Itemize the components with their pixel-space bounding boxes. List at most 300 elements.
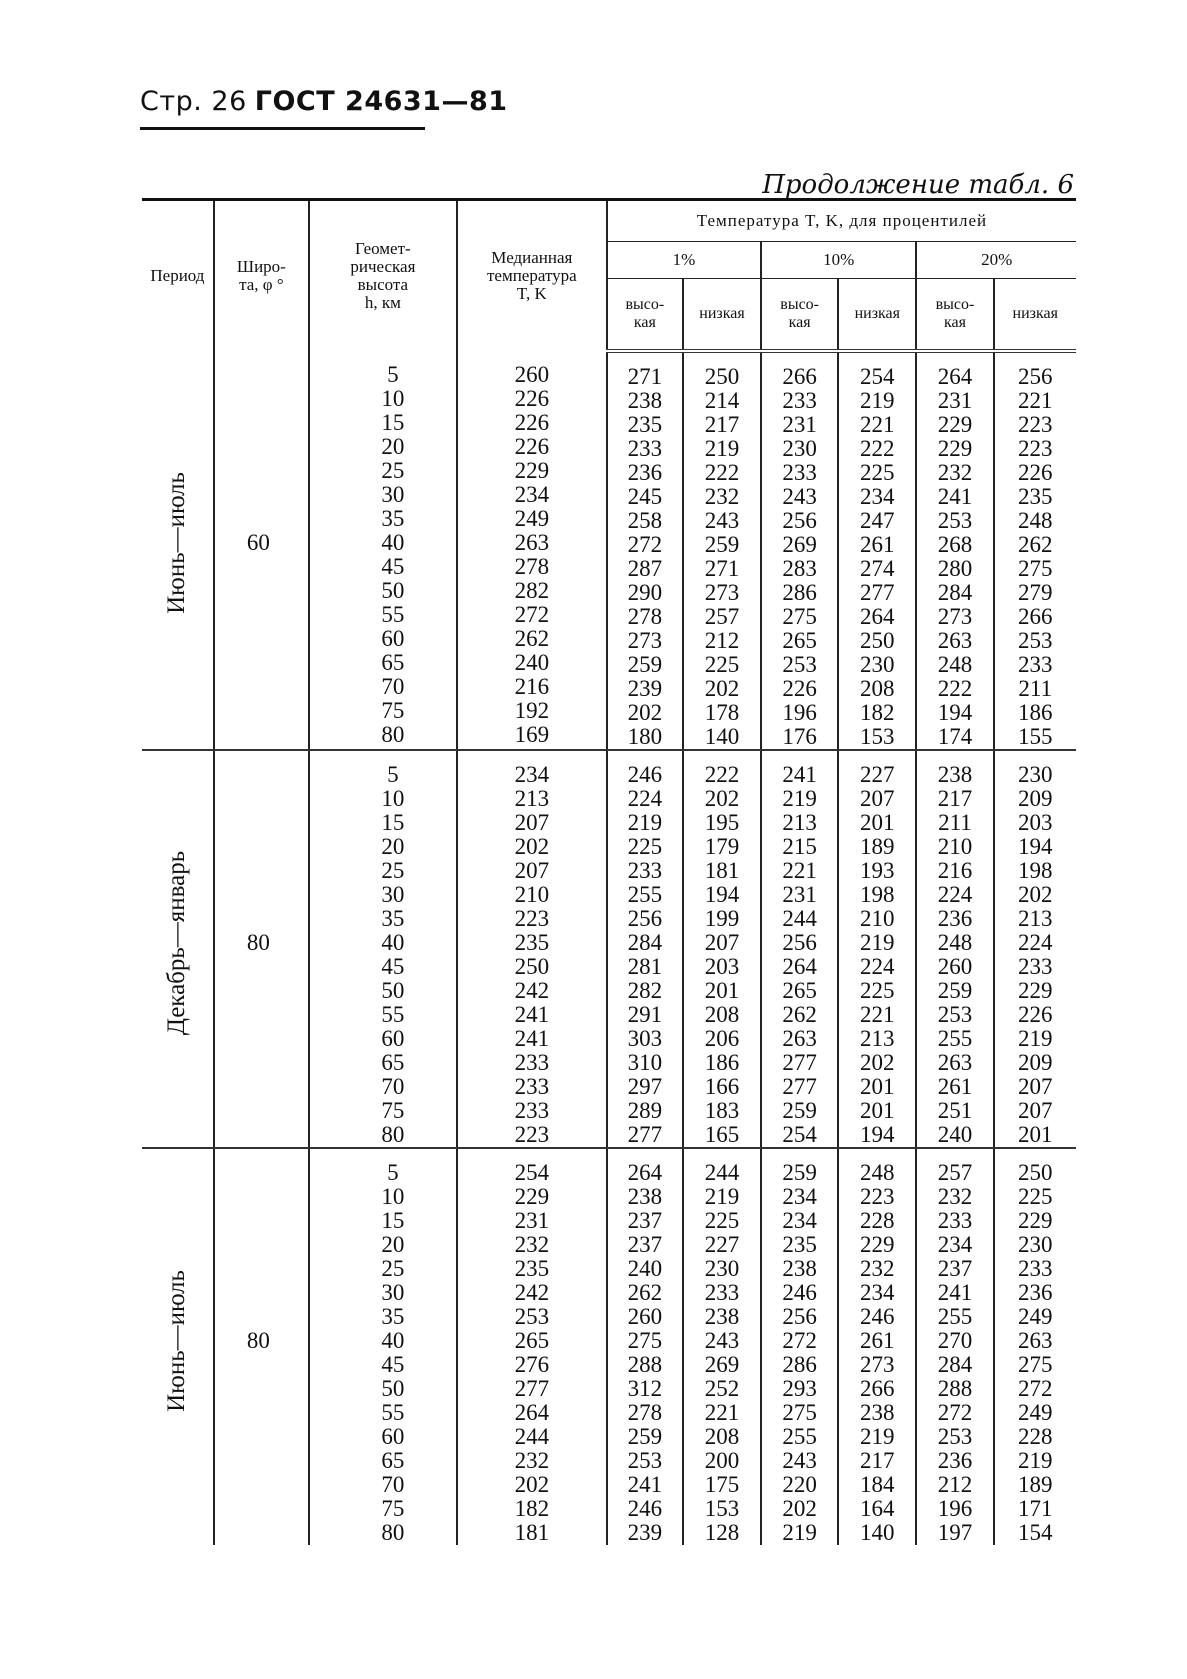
table-cell: 248 — [860, 1160, 895, 1185]
table-cell: 128 — [704, 1520, 740, 1545]
table-cell: 250 — [514, 954, 550, 979]
table-cell: 80 — [381, 1122, 405, 1147]
header-percentile-20: 20% — [916, 242, 1076, 279]
table-cell: 223 — [860, 1184, 895, 1209]
table-cell: 223 — [1018, 436, 1053, 461]
period-label: Июнь—июль — [163, 472, 191, 614]
table-cell: 263 — [514, 530, 550, 555]
table-cell: 30 — [381, 1280, 405, 1305]
table-cell: 234 — [937, 1232, 973, 1257]
table-cell: 248 — [937, 930, 973, 955]
table-cell: 186 — [1018, 700, 1053, 725]
header-high: высо- кая — [761, 279, 838, 352]
table-cell: 70 — [381, 1472, 405, 1497]
table-cell: 198 — [860, 882, 895, 907]
table-cell: 273 — [860, 1352, 895, 1377]
table-cell: 219 — [782, 1520, 817, 1545]
table-cell: 15 — [381, 1208, 405, 1233]
table-cell: 253 — [937, 508, 973, 533]
table-cell: 194 — [1018, 834, 1053, 859]
table-cell: 15 — [381, 410, 405, 435]
header-rule — [140, 127, 425, 130]
table-cell: 293 — [782, 1376, 817, 1401]
table-cell: 259 — [937, 978, 973, 1003]
table-cell: 246 — [627, 1496, 663, 1521]
table-cell: 241 — [627, 1472, 663, 1497]
table-cell: 227 — [704, 1232, 740, 1257]
table-cell: 246 — [627, 762, 663, 787]
table-cell: 155 — [1018, 724, 1053, 749]
table-cell: 211 — [1018, 676, 1053, 701]
table-cell: 229 — [514, 458, 550, 483]
table-cell: 226 — [782, 676, 817, 701]
table-cell: 244 — [514, 1424, 550, 1449]
table-cell: 233 — [1018, 954, 1053, 979]
table-cell: 250 — [704, 364, 740, 389]
table-cell: 65 — [381, 650, 405, 675]
table-cell: 228 — [1018, 1424, 1053, 1449]
table-cell: 217 — [937, 786, 973, 811]
table-cell: 226 — [514, 386, 550, 411]
table-cell: 75 — [381, 698, 405, 723]
altitude-list — [310, 351, 456, 747]
table-cell: 189 — [860, 834, 895, 859]
table-cell: 171 — [1018, 1496, 1053, 1521]
table-cell: 243 — [782, 1448, 817, 1473]
table-cell: 202 — [704, 786, 740, 811]
table-cell: 263 — [937, 628, 973, 653]
table-cell: 219 — [704, 436, 740, 461]
table-cell: 278 — [627, 604, 663, 629]
table-cell: 70 — [381, 674, 405, 699]
table-cell: 264 — [860, 604, 895, 629]
table-cell: 231 — [782, 882, 817, 907]
table-cell: 254 — [782, 1122, 817, 1147]
table-cell: 201 — [1018, 1122, 1053, 1147]
table-cell: 234 — [860, 1280, 895, 1305]
table-cell: 272 — [782, 1328, 817, 1353]
table-cell: 65 — [381, 1050, 405, 1075]
latitude-value: 60 — [246, 530, 270, 555]
table-cell: 240 — [627, 1256, 663, 1281]
table-cell: 217 — [860, 1448, 895, 1473]
table-cell: 288 — [937, 1376, 973, 1401]
table-cell: 233 — [627, 858, 663, 883]
table-cell: 213 — [1018, 906, 1053, 931]
table-cell: 201 — [704, 978, 740, 1003]
table-cell: 196 — [782, 700, 817, 725]
table-cell: 261 — [937, 1074, 973, 1099]
table-cell: 221 — [704, 1400, 740, 1425]
table-cell: 274 — [860, 556, 895, 581]
table-cell: 208 — [860, 676, 895, 701]
table-cell: 230 — [782, 436, 817, 461]
table-cell: 206 — [704, 1026, 740, 1051]
table-cell: 227 — [860, 762, 895, 787]
table-cell: 249 — [1018, 1400, 1053, 1425]
table-cell: 238 — [937, 762, 973, 787]
table-cell: 259 — [782, 1098, 817, 1123]
table-cell: 253 — [937, 1002, 973, 1027]
table-cell: 275 — [782, 1400, 817, 1425]
table-cell: 230 — [704, 1256, 740, 1281]
table-cell: 229 — [937, 412, 973, 437]
header-low: низкая — [994, 279, 1077, 352]
table-cell: 208 — [704, 1002, 740, 1027]
table-cell: 261 — [860, 1328, 895, 1353]
altitude-list — [310, 751, 456, 1147]
table-cell: 225 — [627, 834, 663, 859]
table-cell: 225 — [860, 460, 895, 485]
table-cell: 10 — [381, 1184, 405, 1209]
table-cell: 219 — [1018, 1026, 1053, 1051]
table-cell: 223 — [514, 1122, 550, 1147]
table-cell: 270 — [937, 1328, 973, 1353]
block-december-january-80 — [142, 750, 1076, 1148]
latitude-value: 80 — [246, 1328, 270, 1353]
table-cell: 210 — [860, 906, 895, 931]
table-cell: 281 — [627, 954, 663, 979]
table-cell: 233 — [937, 1208, 973, 1233]
median-list — [458, 1149, 606, 1545]
table-cell: 229 — [1018, 978, 1053, 1003]
table-cell: 210 — [937, 834, 973, 859]
table-cell: 256 — [627, 906, 663, 931]
table-cell: 256 — [782, 1304, 817, 1329]
table-cell: 280 — [937, 556, 973, 581]
table-cell: 223 — [1018, 412, 1053, 437]
header-period: Период — [142, 200, 214, 352]
table-cell: 290 — [627, 580, 663, 605]
table-cell: 164 — [860, 1496, 895, 1521]
table-cell: 35 — [381, 906, 405, 931]
p1-high-list — [608, 1149, 682, 1545]
table-cell: 211 — [938, 810, 972, 835]
table-cell: 233 — [627, 436, 663, 461]
table-cell: 236 — [627, 460, 663, 485]
table-cell: 75 — [381, 1496, 405, 1521]
table-cell: 255 — [627, 882, 663, 907]
table-cell: 244 — [704, 1160, 740, 1185]
table-cell: 237 — [627, 1232, 663, 1257]
table-cell: 233 — [782, 388, 817, 413]
p1-low-list — [684, 751, 760, 1147]
table-cell: 272 — [1018, 1376, 1053, 1401]
table-cell: 181 — [514, 1520, 550, 1545]
header-low: низкая — [683, 279, 761, 352]
table-cell: 182 — [860, 700, 895, 725]
table-cell: 237 — [937, 1256, 973, 1281]
table-cell: 229 — [937, 436, 973, 461]
table-cell: 210 — [514, 882, 550, 907]
table-cell: 169 — [514, 722, 550, 747]
table-cell: 209 — [1018, 786, 1053, 811]
table-cell: 221 — [860, 412, 895, 437]
table-cell: 202 — [514, 1472, 550, 1497]
table-cell: 45 — [381, 1352, 405, 1377]
table-cell: 230 — [1018, 762, 1053, 787]
table-cell: 192 — [514, 698, 550, 723]
p10-high-list — [762, 353, 837, 749]
table-cell: 253 — [1018, 628, 1053, 653]
table-cell: 272 — [627, 532, 663, 557]
table-cell: 248 — [937, 652, 973, 677]
table-cell: 10 — [381, 386, 405, 411]
table-cell: 232 — [514, 1232, 550, 1257]
table-cell: 225 — [860, 978, 895, 1003]
table-cell: 45 — [381, 554, 405, 579]
table-cell: 203 — [1018, 810, 1053, 835]
table-cell: 221 — [860, 1002, 895, 1027]
table-cell: 153 — [860, 724, 895, 749]
table-cell: 60 — [381, 626, 405, 651]
table-cell: 219 — [1018, 1448, 1053, 1473]
table-cell: 233 — [514, 1098, 550, 1123]
table-cell: 262 — [627, 1280, 663, 1305]
p20-low-list — [995, 751, 1077, 1147]
table-cell: 194 — [937, 700, 973, 725]
table-cell: 278 — [514, 554, 550, 579]
p10-low-list — [839, 751, 915, 1147]
table-cell: 226 — [514, 434, 550, 459]
table-cell: 264 — [782, 954, 817, 979]
table-cell: 252 — [704, 1376, 740, 1401]
table-cell: 264 — [627, 1160, 663, 1185]
table-cell: 25 — [381, 858, 405, 883]
table-cell: 219 — [860, 1424, 895, 1449]
table-cell: 203 — [704, 954, 740, 979]
table-cell: 221 — [782, 858, 817, 883]
table-cell: 224 — [937, 882, 973, 907]
table-cell: 248 — [1018, 508, 1053, 533]
table-cell: 263 — [937, 1050, 973, 1075]
table-cell: 75 — [381, 1098, 405, 1123]
table-cell: 195 — [704, 810, 740, 835]
table-cell: 312 — [627, 1376, 663, 1401]
table-cell: 140 — [860, 1520, 895, 1545]
table-cell: 282 — [514, 578, 550, 603]
table-cell: 219 — [627, 810, 663, 835]
table-cell: 213 — [782, 810, 817, 835]
table-cell: 275 — [1018, 556, 1053, 581]
table-cell: 256 — [782, 508, 817, 533]
table-cell: 277 — [782, 1074, 817, 1099]
table-cell: 233 — [1018, 1256, 1053, 1281]
table-cell: 238 — [782, 1256, 817, 1281]
table-cell: 183 — [704, 1098, 740, 1123]
table-cell: 230 — [1018, 1232, 1053, 1257]
table-cell: 249 — [514, 506, 550, 531]
table-cell: 272 — [514, 602, 550, 627]
table-cell: 208 — [704, 1424, 740, 1449]
table-cell: 251 — [937, 1098, 973, 1123]
table-cell: 202 — [704, 676, 740, 701]
table-cell: 260 — [627, 1304, 663, 1329]
table-cell: 222 — [860, 436, 895, 461]
table-cell: 255 — [937, 1304, 973, 1329]
table-cell: 253 — [937, 1424, 973, 1449]
table-cell: 277 — [627, 1122, 663, 1147]
table-cell: 269 — [704, 1352, 740, 1377]
table-cell: 235 — [627, 412, 663, 437]
table-cell: 55 — [381, 1400, 405, 1425]
table-cell: 264 — [937, 364, 973, 389]
table-cell: 201 — [860, 1074, 895, 1099]
table-cell: 275 — [1018, 1352, 1053, 1377]
table-cell: 234 — [514, 762, 550, 787]
table-cell: 235 — [1018, 484, 1053, 509]
table-cell: 250 — [1018, 1160, 1053, 1185]
table-cell: 175 — [704, 1472, 740, 1497]
table-cell: 226 — [1018, 460, 1053, 485]
table-cell: 254 — [860, 364, 895, 389]
table-cell: 55 — [381, 1002, 405, 1027]
table-cell: 237 — [627, 1208, 663, 1233]
table-cell: 241 — [937, 484, 973, 509]
table-cell: 246 — [860, 1304, 895, 1329]
table-cell: 236 — [937, 1448, 973, 1473]
table-cell: 256 — [1018, 364, 1053, 389]
table-cell: 213 — [860, 1026, 895, 1051]
table-cell: 221 — [1018, 388, 1053, 413]
table-cell: 310 — [627, 1050, 663, 1075]
table-cell: 238 — [860, 1400, 895, 1425]
p1-low-list — [684, 353, 760, 749]
table-cell: 283 — [782, 556, 817, 581]
table-cell: 212 — [704, 628, 740, 653]
table-cell: 230 — [860, 652, 895, 677]
table-cell: 226 — [514, 410, 550, 435]
table-cell: 229 — [514, 1184, 550, 1209]
table-cell: 247 — [860, 508, 895, 533]
table-cell: 220 — [782, 1472, 817, 1497]
table-cell: 189 — [1018, 1472, 1053, 1497]
table-cell: 50 — [381, 578, 405, 603]
table-cell: 234 — [860, 484, 895, 509]
table-cell: 207 — [1018, 1098, 1053, 1123]
table-cell: 249 — [1018, 1304, 1053, 1329]
table-cell: 231 — [782, 412, 817, 437]
table-cell: 235 — [782, 1232, 817, 1257]
median-list — [458, 351, 606, 747]
table-cell: 231 — [937, 388, 973, 413]
p1-high-list — [608, 751, 682, 1147]
table-cell: 199 — [704, 906, 740, 931]
table-cell: 234 — [782, 1184, 817, 1209]
table-cell: 207 — [1018, 1074, 1053, 1099]
table-cell: 232 — [937, 1184, 973, 1209]
table-cell: 40 — [381, 530, 405, 555]
table-cell: 213 — [514, 786, 550, 811]
table-cell: 194 — [860, 1122, 895, 1147]
table-cell: 25 — [381, 1256, 405, 1281]
table-cell: 202 — [782, 1496, 817, 1521]
table-cell: 202 — [627, 700, 663, 725]
table-cell: 180 — [627, 724, 663, 749]
table-cell: 250 — [860, 628, 895, 653]
table-cell: 225 — [704, 652, 740, 677]
table-cell: 233 — [704, 1280, 740, 1305]
table-cell: 202 — [1018, 882, 1053, 907]
table-cell: 178 — [704, 700, 740, 725]
table-cell: 50 — [381, 978, 405, 1003]
table-cell: 241 — [514, 1026, 550, 1051]
table-cell: 179 — [704, 834, 740, 859]
table-cell: 20 — [381, 834, 405, 859]
table-cell: 65 — [381, 1448, 405, 1473]
table-cell: 289 — [627, 1098, 663, 1123]
table-cell: 265 — [782, 978, 817, 1003]
p10-low-list — [839, 1149, 915, 1545]
table-cell: 253 — [514, 1304, 550, 1329]
table-cell: 259 — [782, 1160, 817, 1185]
p20-low-list — [995, 1149, 1077, 1545]
table-cell: 70 — [381, 1074, 405, 1099]
table-cell: 266 — [1018, 604, 1053, 629]
table-cell: 40 — [381, 1328, 405, 1353]
continuation-label: Продолжение табл. 6 — [762, 170, 1074, 200]
table-cell: 165 — [704, 1122, 740, 1147]
table-cell: 174 — [937, 724, 973, 749]
table-cell: 229 — [1018, 1208, 1053, 1233]
table-cell: 239 — [627, 1520, 663, 1545]
table-cell: 288 — [627, 1352, 663, 1377]
table-cell: 277 — [514, 1376, 550, 1401]
table-cell: 260 — [514, 362, 550, 387]
standard-number: ГОСТ 24631—81 — [254, 86, 508, 117]
block-june-july-80 — [142, 1148, 1076, 1545]
table-cell: 228 — [860, 1208, 895, 1233]
table-cell: 25 — [381, 458, 405, 483]
table-cell: 216 — [514, 674, 550, 699]
table-cell: 254 — [514, 1160, 550, 1185]
table-cell: 258 — [627, 508, 663, 533]
table-cell: 224 — [627, 786, 663, 811]
table-cell: 60 — [381, 1026, 405, 1051]
table-cell: 279 — [1018, 580, 1053, 605]
header-altitude: Геомет- рическая высота h, км — [309, 200, 457, 352]
table-cell: 287 — [627, 556, 663, 581]
table-cell: 80 — [381, 1520, 405, 1545]
table-cell: 236 — [1018, 1280, 1053, 1305]
table-cell: 232 — [937, 460, 973, 485]
table-cell: 222 — [704, 762, 740, 787]
table-cell: 284 — [937, 580, 973, 605]
table-cell: 257 — [704, 604, 740, 629]
p20-low-list — [995, 353, 1077, 749]
p20-high-list — [917, 353, 992, 749]
table-cell: 166 — [704, 1074, 740, 1099]
table-cell: 276 — [514, 1352, 550, 1377]
table-cell: 271 — [704, 556, 740, 581]
table-cell: 234 — [782, 1208, 817, 1233]
table-cell: 234 — [514, 482, 550, 507]
table-cell: 226 — [1018, 1002, 1053, 1027]
table-cell: 216 — [937, 858, 973, 883]
table-cell: 186 — [704, 1050, 740, 1075]
table-cell: 225 — [1018, 1184, 1053, 1209]
table-cell: 259 — [627, 652, 663, 677]
table-cell: 229 — [860, 1232, 895, 1257]
table-cell: 261 — [860, 532, 895, 557]
table-cell: 256 — [782, 930, 817, 955]
table-cell: 245 — [627, 484, 663, 509]
table-cell: 273 — [627, 628, 663, 653]
table-cell: 35 — [381, 506, 405, 531]
header-low: низкая — [838, 279, 916, 352]
table-cell: 5 — [387, 1160, 399, 1185]
table-cell: 263 — [1018, 1328, 1053, 1353]
